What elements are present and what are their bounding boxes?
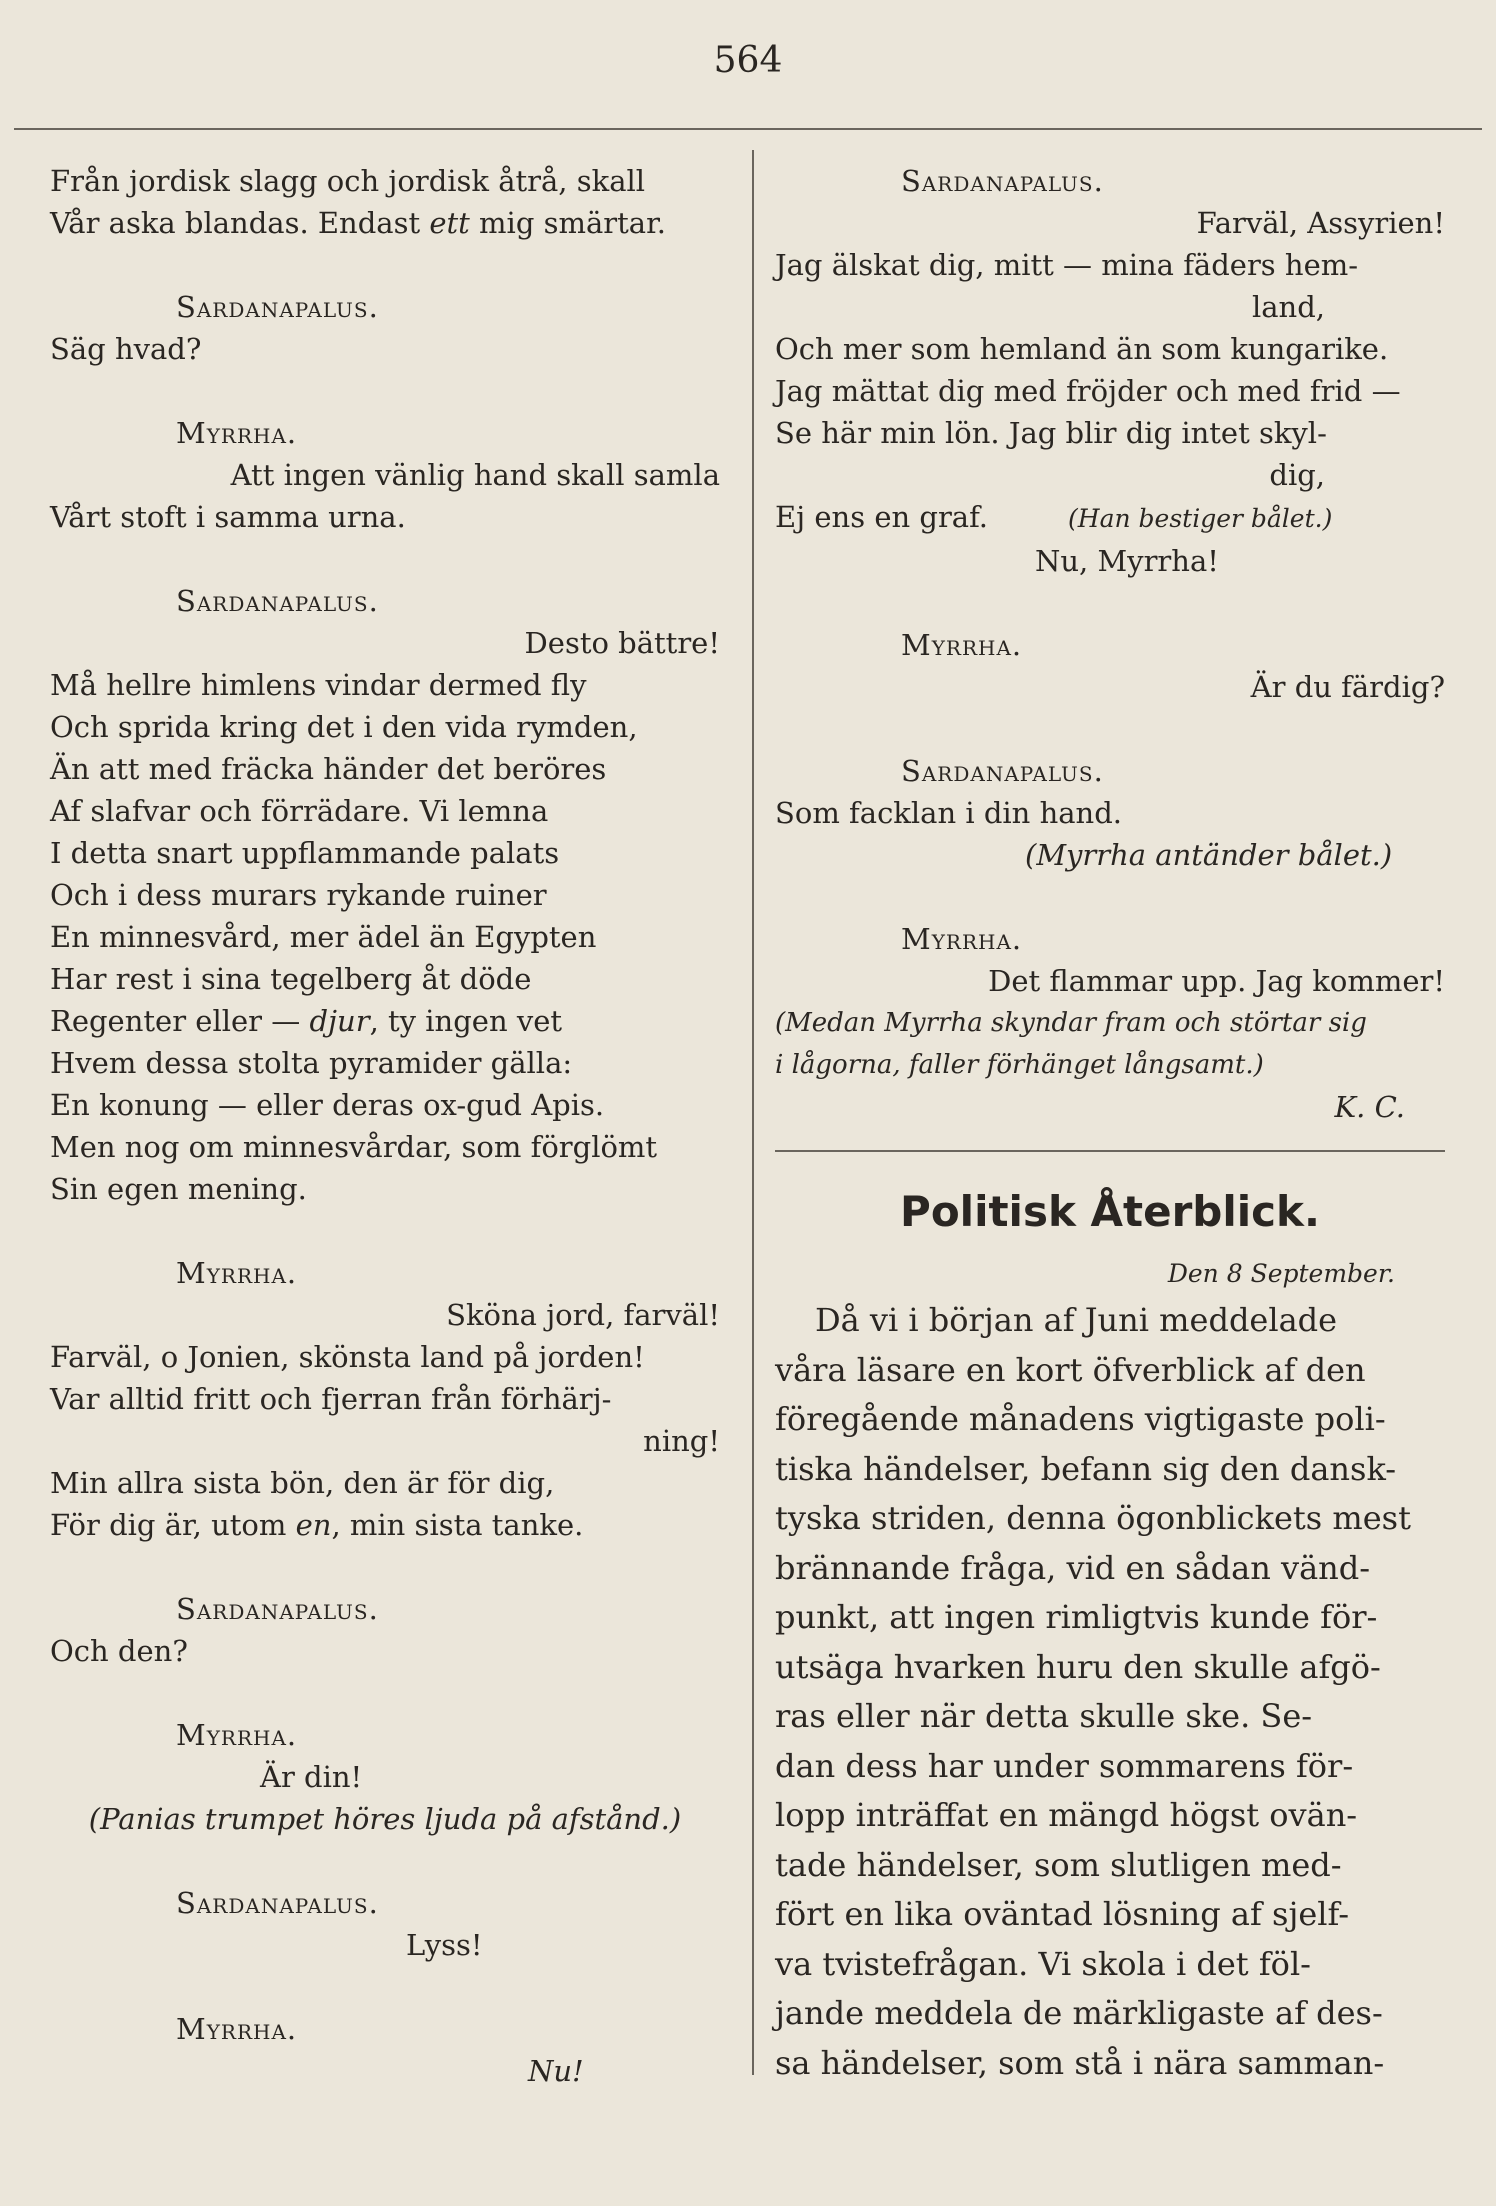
verse-line: Farväl, Assyrien!	[1196, 206, 1445, 240]
speaker-name: Sardanapalus.	[176, 290, 379, 324]
right-column	[775, 160, 1445, 2088]
left-column	[50, 160, 720, 2092]
verse-line: Sköna jord, farväl!	[446, 1298, 720, 1332]
article-body	[775, 1296, 1445, 2088]
verse-line: land,	[1251, 290, 1325, 324]
verse-line: Är du färdig?	[1250, 670, 1445, 704]
stage-direction: i lågorna, faller förhänget långsamt.)	[775, 1050, 1264, 1080]
verse-line: ning!	[643, 1424, 720, 1458]
verse-line: Regenter eller — djur, ty ingen vet	[50, 1004, 563, 1038]
verse-line: Jag mättat dig med fröjder och med frid —	[775, 374, 1401, 408]
prose-line: sa händelser, som stå i nära samman-	[775, 2043, 1385, 2082]
verse-line: Sin egen mening.	[50, 1172, 307, 1206]
column-divider	[752, 150, 754, 2075]
prose-line: våra läsare en kort öfverblick af den	[775, 1350, 1366, 1389]
verse-line: Som facklan i din hand.	[775, 796, 1122, 830]
prose-line: utsäga hvarken huru den skulle afgö-	[775, 1647, 1381, 1686]
verse-line: Det flammar upp. Jag kommer!	[988, 964, 1445, 998]
prose-line: tiska händelser, befann sig den dansk-	[775, 1449, 1397, 1488]
prose-line: va tvistefrågan. Vi skola i det föl-	[775, 1944, 1311, 1983]
verse-line: För dig är, utom en, min sista tanke.	[50, 1508, 584, 1542]
speaker-name: Sardanapalus.	[901, 754, 1104, 788]
page-number: 564	[713, 40, 783, 81]
verse-line: Hvem dessa stolta pyramider gälla:	[50, 1046, 573, 1080]
speaker-name: Myrrha.	[901, 922, 1023, 956]
verse-line: Och i dess murars rykande ruiner	[50, 878, 547, 912]
article-title: Politisk Återblick.	[900, 1187, 1320, 1236]
prose-line: lopp inträffat en mängd högst ovän-	[775, 1796, 1358, 1834]
verse-line: Och sprida kring det i den vida rymden,	[50, 710, 638, 744]
verse-line: Vårt stoft i samma urna.	[50, 500, 406, 534]
speaker-name: Sardanapalus.	[176, 1592, 379, 1626]
verse-line: Desto bättre!	[524, 626, 720, 660]
stage-direction: (Myrrha antänder bålet.)	[1025, 838, 1393, 872]
verse-line: Farväl, o Jonien, skönsta land på jorden!	[50, 1340, 645, 1374]
prose-line: dan dess har under sommarens för-	[775, 1746, 1354, 1785]
verse-line: Var alltid fritt och fjerran från förhärj-	[50, 1382, 612, 1416]
verse-line: Från jordisk slagg och jordisk åtrå, skall	[50, 164, 646, 198]
prose-line: Då vi i början af Juni meddelade	[815, 1301, 1338, 1339]
verse-line: Har rest i sina tegelberg åt döde	[50, 962, 532, 996]
stage-direction: (Medan Myrrha skyndar fram och störtar sig	[775, 1008, 1367, 1038]
prose-line: brännande fråga, vid en sådan vänd-	[775, 1548, 1371, 1587]
verse-line: Må hellre himlens vindar dermed fly	[50, 668, 587, 702]
verse-line: I detta snart uppflammande palats	[50, 836, 560, 870]
prose-line: ras eller när detta skulle ske. Se-	[775, 1697, 1313, 1735]
verse-line: Och den?	[50, 1634, 188, 1668]
verse-line: En konung — eller deras ox-gud Apis.	[50, 1088, 605, 1122]
prose-line: punkt, att ingen rimligtvis kunde för-	[775, 1598, 1378, 1636]
verse-line: En minnesvård, mer ädel än Egypten	[50, 920, 597, 954]
verse-line: Att ingen vänlig hand skall samla	[230, 458, 720, 492]
header-rule	[14, 128, 1482, 130]
verse-line: Lyss!	[406, 1928, 483, 1962]
verse-line: Vår aska blandas. Endast ett mig smärtar.	[50, 206, 666, 240]
verse-line: Se här min lön. Jag blir dig intet skyl-	[775, 416, 1327, 450]
verse-line: Än att med fräcka händer det beröres	[50, 752, 607, 786]
verse-line: Ej ens en graf. (Han bestiger bålet.)	[775, 500, 1333, 534]
verse-line: Min allra sista bön, den är för dig,	[50, 1466, 555, 1500]
verse-line: Och mer som hemland än som kungarike.	[775, 332, 1389, 366]
verse-line: Säg hvad?	[50, 332, 202, 366]
speaker-name: Myrrha.	[176, 2012, 298, 2046]
speaker-name: Sardanapalus.	[176, 1886, 379, 1920]
prose-line: tade händelser, som slutligen med-	[775, 1845, 1342, 1884]
author-signature: K. C.	[1334, 1090, 1405, 1124]
verse-line: Jag älskat dig, mitt — mina fäders hem-	[775, 248, 1359, 282]
section-rule	[775, 1150, 1445, 1152]
speaker-name: Myrrha.	[901, 628, 1023, 662]
verse-line: Nu!	[528, 2054, 584, 2088]
prose-line: föregående månadens vigtigaste poli-	[775, 1400, 1386, 1438]
stage-direction: (Panias trumpet höres ljuda på afstånd.)	[88, 1802, 682, 1836]
verse-line: Nu, Myrrha!	[1035, 544, 1219, 578]
verse-line: Af slafvar och förrädare. Vi lemna	[50, 794, 549, 828]
article-dateline: Den 8 September.	[1167, 1259, 1395, 1288]
speaker-name: Sardanapalus.	[901, 164, 1104, 198]
speaker-name: Myrrha.	[176, 1256, 298, 1290]
prose-line: fört en lika oväntad lösning af sjelf-	[775, 1895, 1350, 1933]
speaker-name: Sardanapalus.	[176, 584, 379, 618]
speaker-name: Myrrha.	[176, 1718, 298, 1752]
verse-line: Men nog om minnesvårdar, som förglömt	[50, 1130, 658, 1164]
verse-line: dig,	[1269, 458, 1325, 492]
verse-line: Är din!	[260, 1760, 363, 1794]
prose-line: tyska striden, denna ögonblickets mest	[775, 1499, 1411, 1537]
prose-line: jande meddela de märkligaste af des-	[775, 1994, 1383, 2032]
speaker-name: Myrrha.	[176, 416, 298, 450]
